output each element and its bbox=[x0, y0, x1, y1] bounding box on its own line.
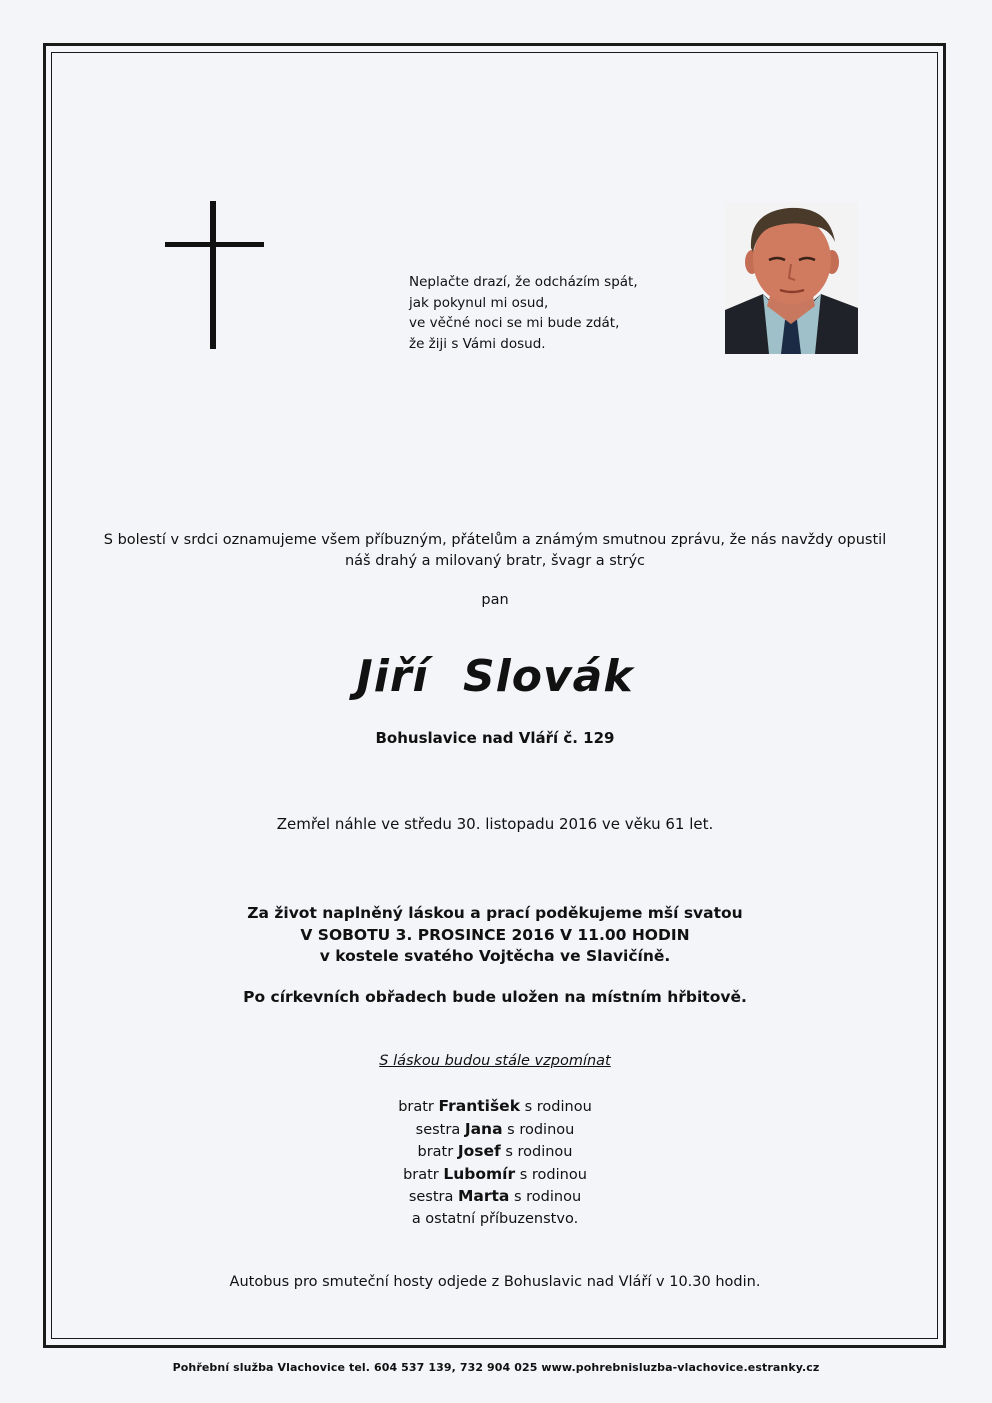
poem-line: jak pokynul mi osud, bbox=[409, 294, 549, 311]
footer: Pohřební služba Vlachovice tel. 604 537 139, 732 904 025 www.pohrebnisluzba-vlachovice.estranky.cz bbox=[172, 1361, 820, 1374]
intro-text bbox=[60, 530, 930, 572]
deceased-name: Jiří Slovák bbox=[356, 651, 634, 702]
mourner-relation: bratr bbox=[403, 1166, 439, 1183]
mourner-row bbox=[60, 1119, 930, 1142]
salutation: pan bbox=[481, 592, 509, 608]
bus-notice: Autobus pro smuteční hosty odjede z Bohuslavic nad Vláří v 10.30 hodin. bbox=[229, 1274, 761, 1290]
intro-line-2: náš drahý a milovaný bratr, švagr a strýc bbox=[344, 553, 646, 569]
mourner-name: Jana bbox=[464, 1119, 503, 1138]
cross-vertical-bar bbox=[210, 201, 216, 349]
deceased-address: Bohuslavice nad Vláří č. 129 bbox=[375, 729, 615, 747]
ceremony-info bbox=[60, 903, 930, 968]
cross-icon bbox=[165, 201, 265, 351]
poem-line: že žiji s Vámi dosud. bbox=[409, 335, 546, 352]
mourner-suffix: s rodinou bbox=[507, 1121, 575, 1138]
cross-horizontal-bar bbox=[165, 242, 264, 247]
mourner-row bbox=[60, 1141, 930, 1164]
intro-line-1: S bolestí v srdci oznamujeme všem příbuzným, přátelům a známým smutnou zprávu, že nás navždy opustil bbox=[103, 532, 887, 548]
mourner-row bbox=[60, 1164, 930, 1187]
mourner-suffix: s rodinou bbox=[524, 1099, 592, 1115]
mourner-suffix: s rodinou bbox=[519, 1166, 587, 1183]
mourner-suffix: s rodinou bbox=[514, 1189, 582, 1206]
death-notice: Zemřel náhle ve středu 30. listopadu 2016 ve věku 61 let. bbox=[276, 815, 714, 833]
ceremony-line: V SOBOTU 3. PROSINCE 2016 V 11.00 HODIN bbox=[300, 925, 690, 944]
mourner-row-last: a ostatní příbuzenstvo. bbox=[411, 1210, 579, 1227]
ceremony-line: v kostele svatého Vojtěcha ve Slavičíně. bbox=[319, 947, 671, 965]
mourner-relation: sestra bbox=[415, 1121, 461, 1138]
mourner-relation: bratr bbox=[417, 1144, 454, 1161]
mourner-row bbox=[60, 1096, 930, 1119]
mourner-name: Lubomír bbox=[443, 1164, 516, 1183]
mourner-relation: sestra bbox=[408, 1189, 454, 1206]
ceremony-line: Za život naplněný láskou a prací poděkujeme mší svatou bbox=[247, 904, 743, 922]
portrait-photo bbox=[725, 202, 858, 354]
mourner-name: František bbox=[438, 1097, 521, 1115]
poem-line: Neplačte drazí, že odcházím spát, bbox=[409, 274, 638, 290]
burial-notice: Po církevních obřadech bude uložen na místním hřbitově. bbox=[243, 988, 747, 1006]
mourners-list bbox=[60, 1096, 930, 1231]
mourner-relation: bratr bbox=[398, 1099, 434, 1115]
mourner-name: Marta bbox=[457, 1187, 510, 1206]
mourner-row bbox=[60, 1186, 930, 1209]
poem-line: ve věčné noci se mi bude zdát, bbox=[409, 315, 620, 331]
poem bbox=[409, 272, 669, 354]
mourner-name: Josef bbox=[457, 1142, 501, 1161]
mourner-suffix: s rodinou bbox=[505, 1144, 573, 1161]
remember-title: S láskou budou stále vzpomínat bbox=[379, 1053, 611, 1069]
